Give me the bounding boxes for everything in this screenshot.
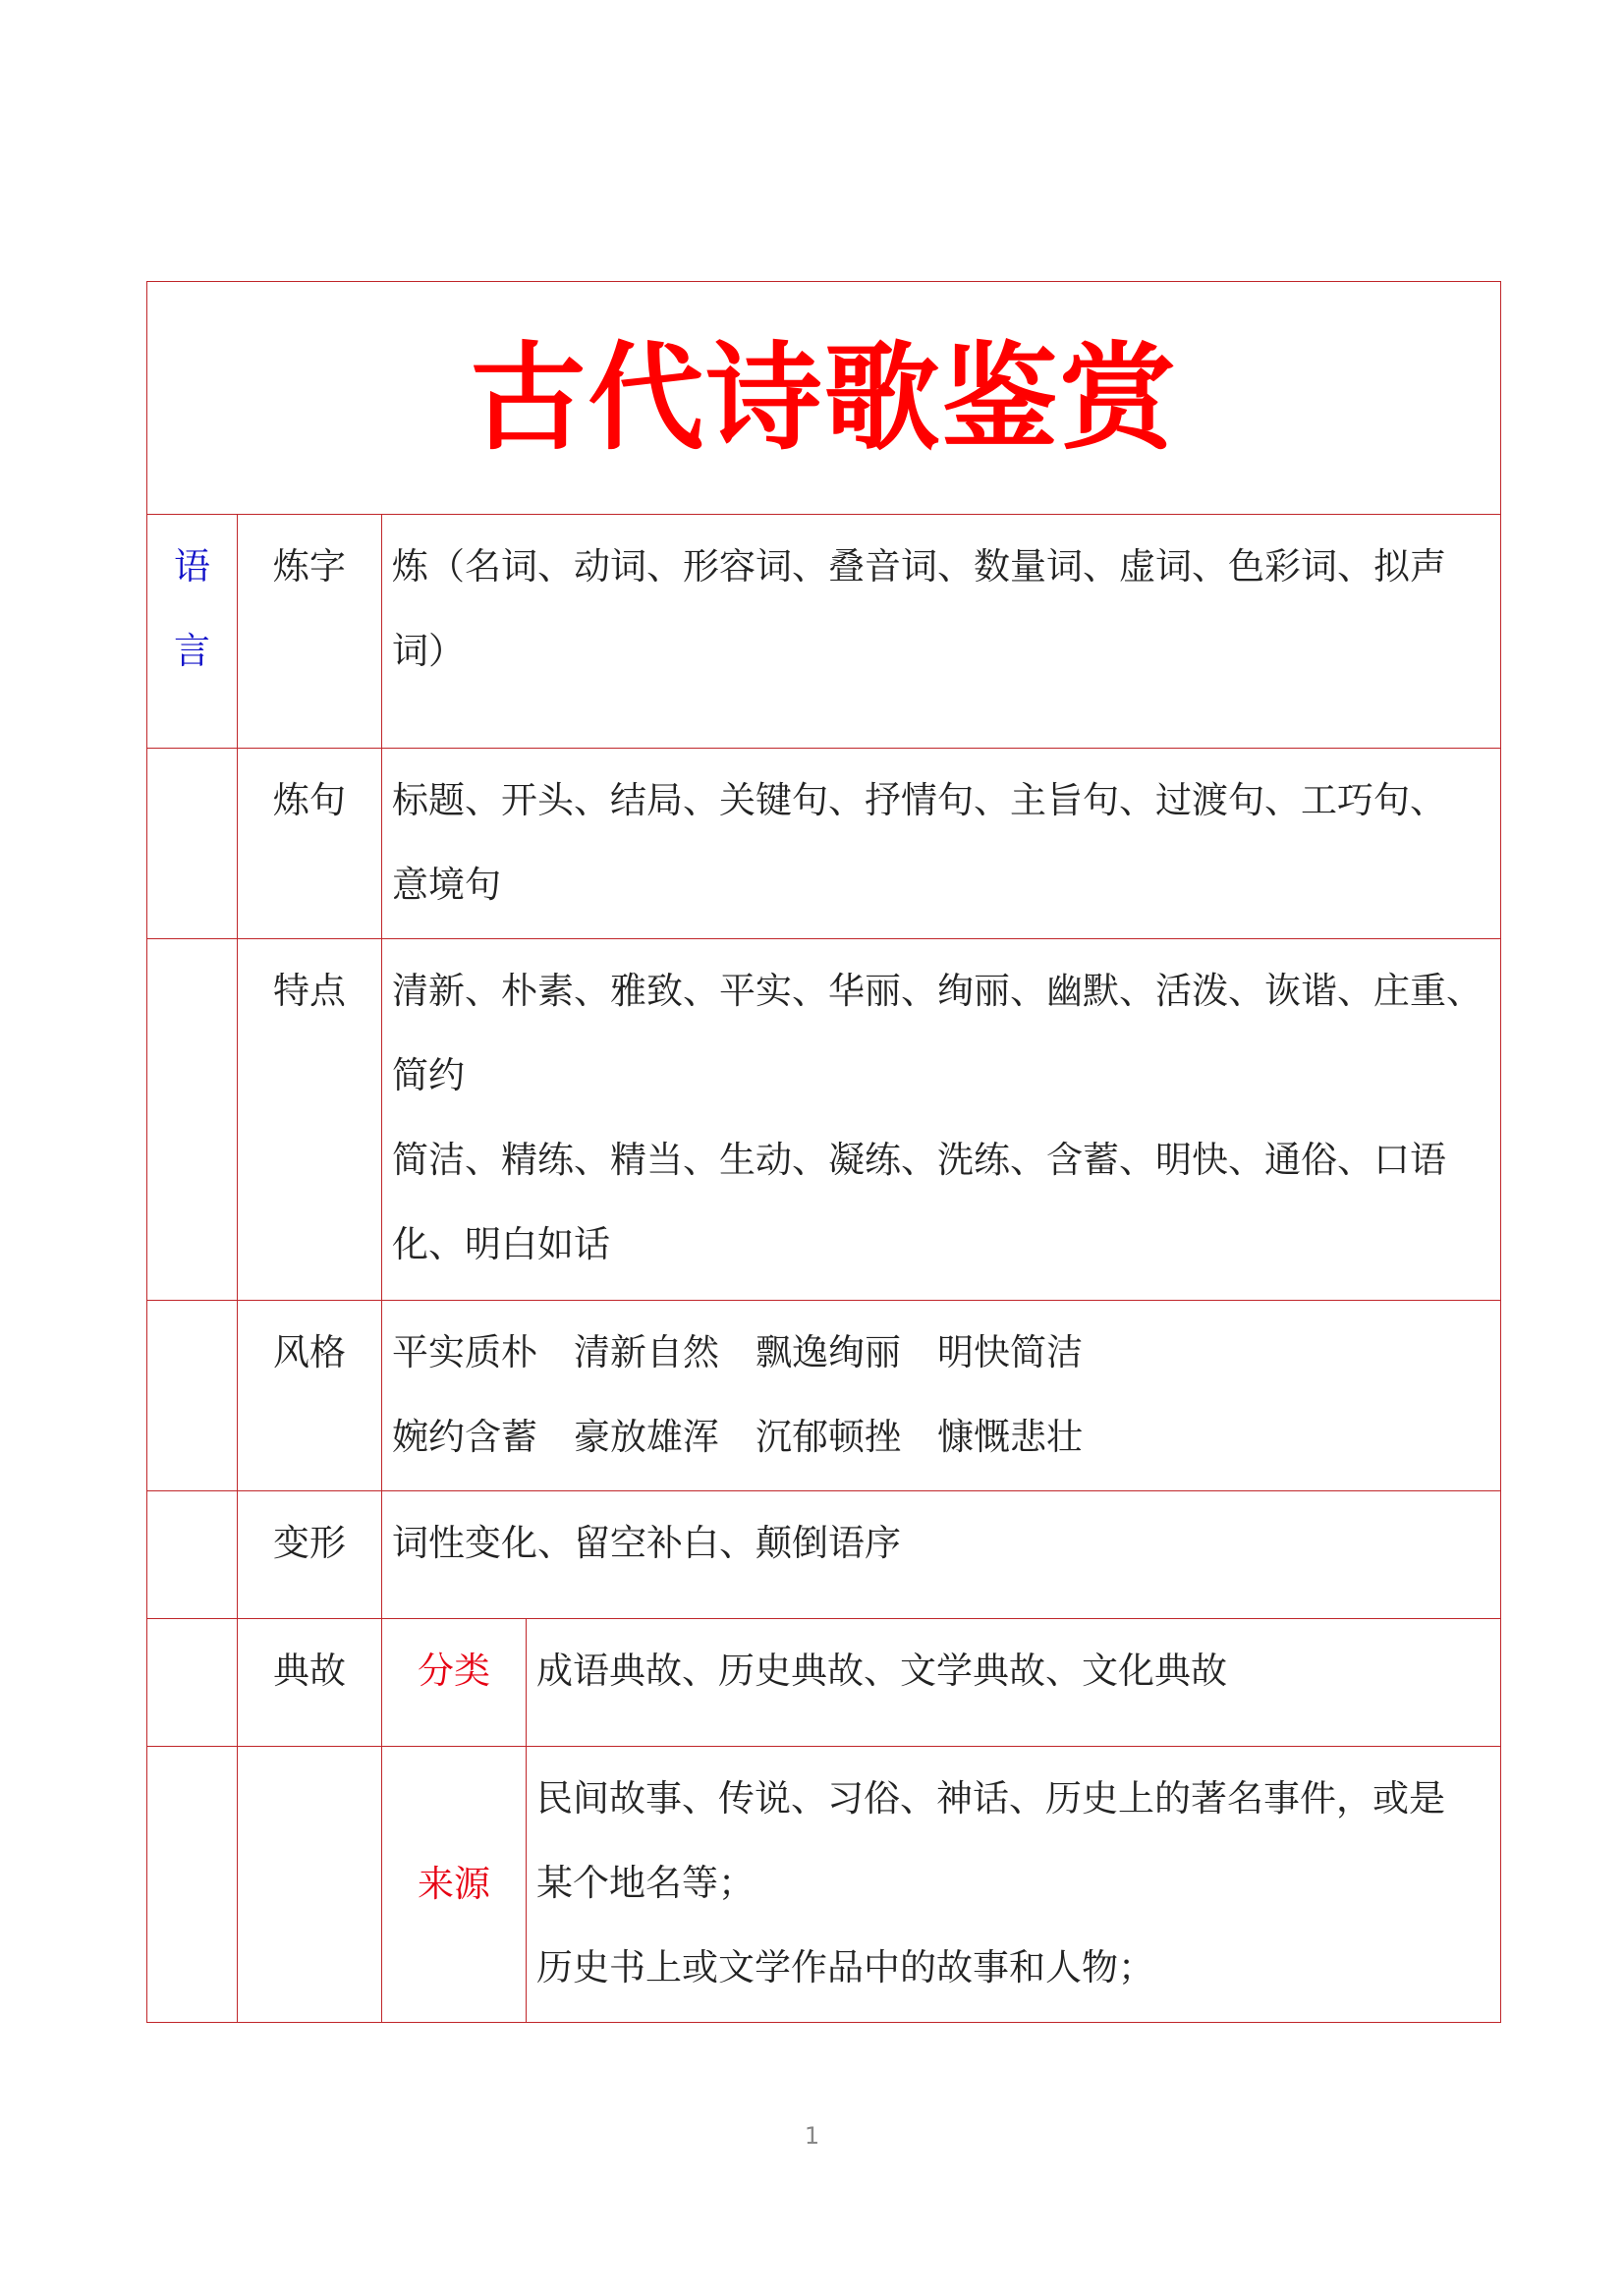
content-line: 历史书上或文学作品中的故事和人物； (536, 1946, 1154, 1988)
row-content (382, 515, 1501, 749)
row-content (382, 749, 1501, 939)
empty-cell (147, 1619, 238, 1747)
row-label: 风格 (238, 1301, 382, 1491)
row-label: 典故 (238, 1619, 382, 1747)
page-title: 古代诗歌鉴赏 (470, 330, 1178, 466)
empty-cell (147, 1747, 238, 2023)
page-number: 1 (804, 2122, 820, 2150)
row-content (382, 1301, 1501, 1491)
content-line: 某个地名等； (536, 1862, 755, 1904)
row-content (382, 939, 1501, 1301)
content-line: 成语典故、历史典故、文学典故、文化典故 (536, 1650, 1227, 1692)
row-label: 炼字 (238, 515, 382, 749)
row-label: 炼句 (238, 749, 382, 939)
category-char: 语 (174, 545, 210, 588)
content-line: 炼（名词、动词、形容词、叠音词、数量词、虚词、色彩词、拟声 (392, 545, 1446, 588)
sub-label-laiyuan: 来源 (382, 1747, 527, 2023)
empty-cell (147, 749, 238, 939)
content-line: 词） (392, 630, 465, 672)
content-line: 化、明白如话 (392, 1223, 610, 1265)
row-fengge (147, 1301, 1501, 1491)
row-diangu-fenlei (147, 1619, 1501, 1747)
row-label: 特点 (238, 939, 382, 1301)
row-content (527, 1747, 1501, 2023)
content-line: 平实质朴 清新自然 飘逸绚丽 明快简洁 (392, 1331, 1083, 1373)
sub-label-fenlei: 分类 (382, 1619, 527, 1747)
poetry-appreciation-table (146, 281, 1501, 2023)
title-cell (147, 282, 1501, 515)
title-row (147, 282, 1501, 515)
empty-cell (147, 1301, 238, 1491)
category-cell (147, 515, 238, 749)
row-bianxing (147, 1491, 1501, 1619)
empty-cell (147, 1491, 238, 1619)
row-lianju (147, 749, 1501, 939)
content-line: 意境句 (392, 864, 501, 906)
content-line: 简约 (392, 1054, 465, 1096)
row-label: 变形 (238, 1491, 382, 1619)
category-char: 言 (174, 630, 210, 672)
row-diangu-laiyuan (147, 1747, 1501, 2023)
content-line: 标题、开头、结局、关键句、抒情句、主旨句、过渡句、工巧句、 (392, 779, 1446, 821)
empty-cell (147, 939, 238, 1301)
row-content (527, 1619, 1501, 1747)
row-tedian (147, 939, 1501, 1301)
content-line: 婉约含蓄 豪放雄浑 沉郁顿挫 慷慨悲壮 (392, 1416, 1083, 1458)
empty-cell (238, 1747, 382, 2023)
row-content (382, 1491, 1501, 1619)
row-lianzi (147, 515, 1501, 749)
content-line: 简洁、精练、精当、生动、凝练、洗练、含蓄、明快、通俗、口语 (392, 1139, 1446, 1181)
content-line: 民间故事、传说、习俗、神话、历史上的著名事件，或是 (536, 1777, 1445, 1820)
content-line: 清新、朴素、雅致、平实、华丽、绚丽、幽默、活泼、诙谐、庄重、 (392, 970, 1483, 1012)
content-line: 词性变化、留空补白、颠倒语序 (392, 1522, 901, 1564)
